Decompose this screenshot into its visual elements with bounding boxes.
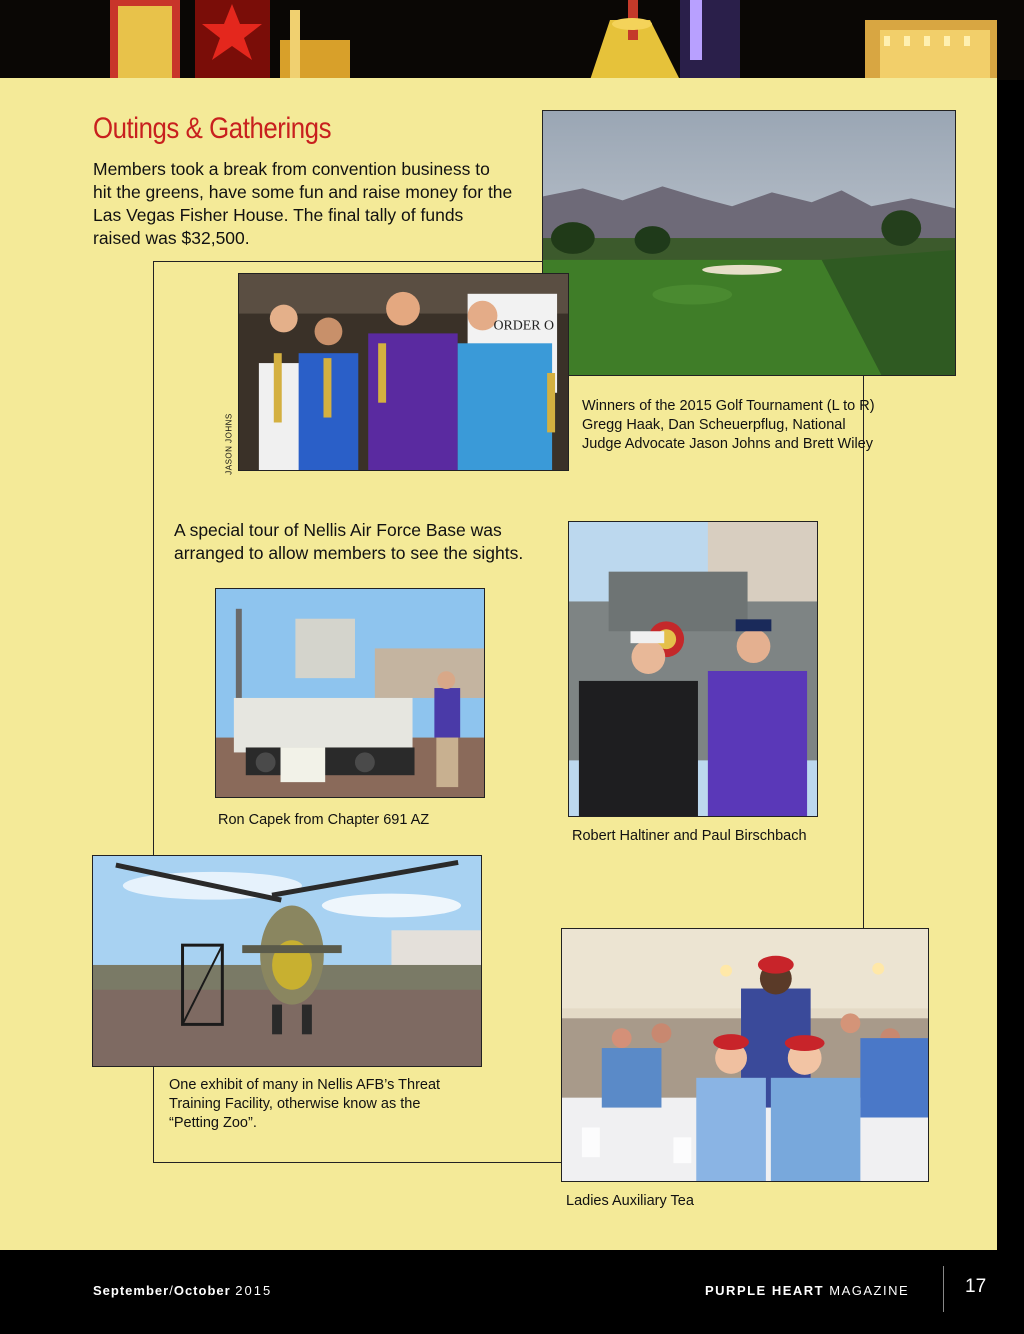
page-number: 17 (965, 1276, 987, 1297)
golf-winners-image (239, 274, 568, 470)
photo-credit-text: JASON JOHNS (224, 413, 234, 475)
golf-course-photo (542, 110, 956, 376)
footer-month-a: September (93, 1283, 170, 1298)
helicopter-exhibit-photo (92, 855, 482, 1067)
section-title: Outings & Gatherings (93, 112, 332, 145)
footer-month-b: October (173, 1283, 231, 1298)
tank-members-caption: Robert Haltiner and Paul Birschbach (572, 828, 807, 844)
ladies-tea-photo (561, 928, 929, 1182)
tank-exhibit-image (216, 589, 484, 797)
tank-caption: Ron Capek from Chapter 691 AZ (218, 812, 430, 828)
footer-magazine-bold: PURPLE HEART (705, 1283, 825, 1298)
trophy-banner-text: ORDER O (493, 318, 555, 334)
tank-exhibit-photo (215, 588, 485, 798)
tour-paragraph: A special tour of Nellis Air Force Base was arranged to allow members to see the sights. (174, 520, 524, 563)
tank-members-image (569, 522, 817, 816)
golf-winners-photo (238, 273, 569, 471)
helicopter-exhibit-image (93, 856, 481, 1066)
las-vegas-skyline (0, 0, 1024, 80)
footer-divider (943, 1266, 944, 1312)
footer-issue-date (93, 1283, 272, 1298)
photo-credit (222, 414, 236, 474)
footer-magazine-name (705, 1283, 909, 1298)
ladies-tea-image (562, 929, 928, 1181)
footer-magazine-light: MAGAZINE (829, 1283, 910, 1298)
footer-year: 2015 (235, 1283, 273, 1298)
golf-winners-caption: Winners of the 2015 Golf Tournament (L to R) Gregg Haak, Dan Scheuerpflug, National Judge Advocate Jason Johns and Brett Wiley (582, 398, 875, 452)
tank-members-photo (568, 521, 818, 817)
footer-slash: / (169, 1283, 174, 1298)
ladies-tea-caption: Ladies Auxiliary Tea (566, 1193, 694, 1209)
top-banner-image (0, 0, 1024, 80)
golf-course-image (543, 111, 955, 375)
helicopter-caption: One exhibit of many in Nellis AFB’s Threat Training Facility, otherwise know as the “Petting Zoo”. (169, 1077, 441, 1131)
intro-paragraph: Members took a break from convention business to hit the greens, have some fun and raise money for the Las Vegas Fisher House. The final tally of funds raised was $32,500. (93, 159, 513, 248)
